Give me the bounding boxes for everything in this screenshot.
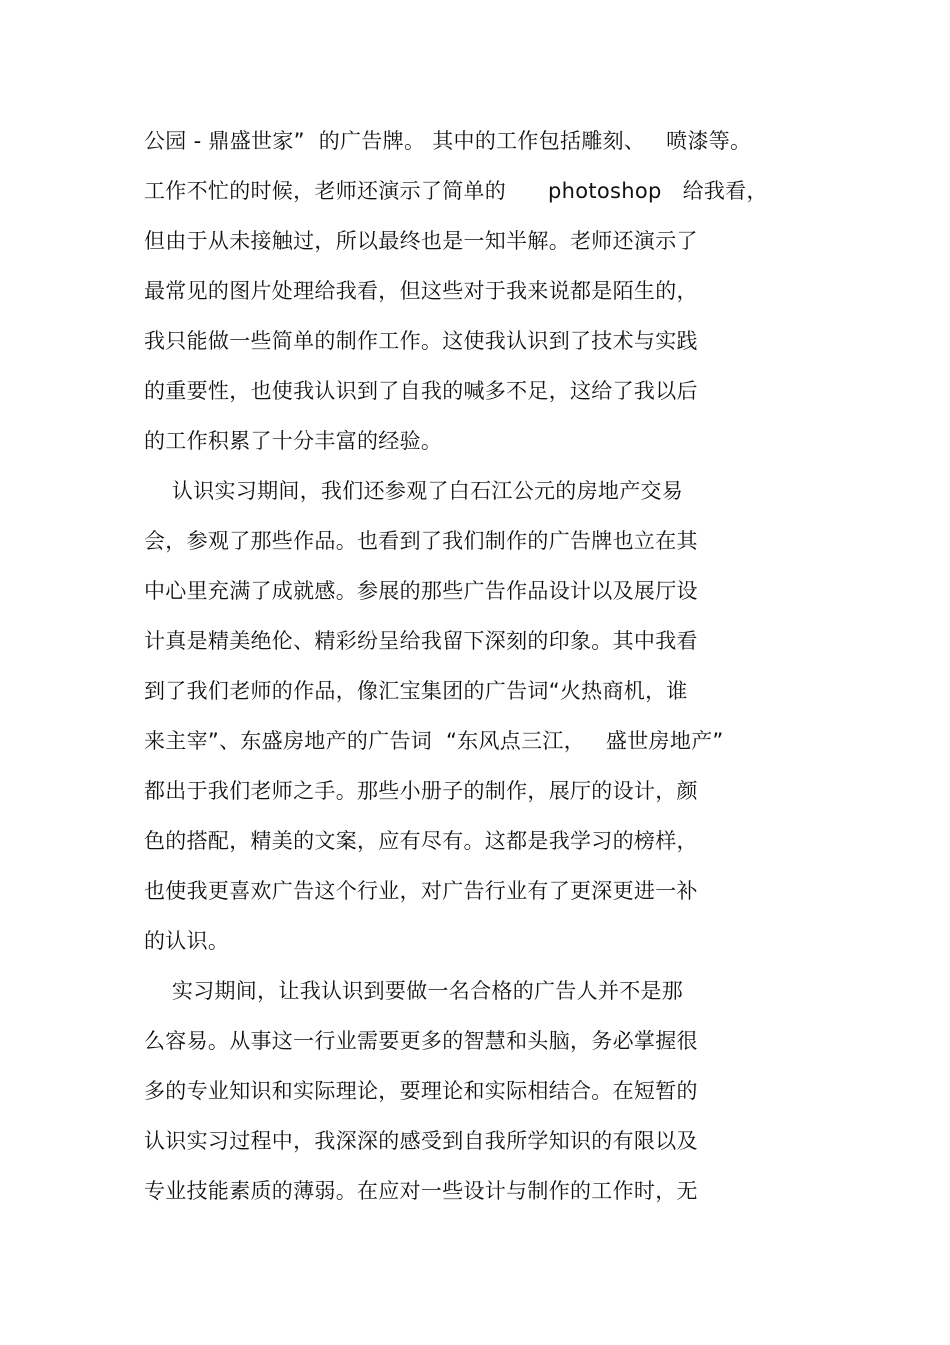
text-line: 会，参观了那些作品。也看到了我们制作的广告牌也立在其 xyxy=(144,529,698,553)
text-line: 到了我们老师的作品，像汇宝集团的广告词“火热商机，谁 xyxy=(144,679,688,703)
text-line: 么容易。从事这一行业需要更多的智慧和头脑，务必掌握很 xyxy=(144,1029,698,1053)
text-line: 但由于从未接触过，所以最终也是一知半解。老师还演示了 xyxy=(144,229,698,253)
text-line: 来主宰”、东盛房地产的广告词 “东风点三江， 盛世房地产” xyxy=(144,729,724,753)
text-line: 的重要性，也使我认识到了自我的喊多不足，这给了我以后 xyxy=(144,379,698,403)
text-line: 认识实习过程中，我深深的感受到自我所学知识的有限以及 xyxy=(144,1129,698,1153)
text-line: 认识实习期间，我们还参观了白石江公元的房地产交易 xyxy=(144,479,684,503)
text-line: 的认识。 xyxy=(144,929,230,953)
text-line: 最常见的图片处理给我看，但这些对于我来说都是陌生的， xyxy=(144,279,698,303)
text-line: 中心里充满了成就感。参展的那些广告作品设计以及展厅设 xyxy=(144,579,698,603)
text-line: 公园 - 鼎盛世家” 的广告牌。 其中的工作包括雕刻、 喷漆等。 xyxy=(144,129,752,153)
text-line: 工作不忙的时候，老师还演示了简单的 photoshop 给我看， xyxy=(144,179,768,203)
text-line: 实习期间，让我认识到要做一名合格的广告人并不是那 xyxy=(144,979,684,1003)
text-line: 计真是精美绝伦、精彩纷呈给我留下深刻的印象。其中我看 xyxy=(144,629,698,653)
text-line: 也使我更喜欢广告这个行业，对广告行业有了更深更进一补 xyxy=(144,879,698,903)
text-line: 我只能做一些简单的制作工作。这使我认识到了技术与实践 xyxy=(144,329,698,353)
text-line: 的工作积累了十分丰富的经验。 xyxy=(144,429,443,453)
text-line: 专业技能素质的薄弱。在应对一些设计与制作的工作时，无 xyxy=(144,1179,698,1203)
text-line: 色的搭配，精美的文案，应有尽有。这都是我学习的榜样， xyxy=(144,829,698,853)
text-line: 都出于我们老师之手。那些小册子的制作，展厅的设计，颜 xyxy=(144,779,698,803)
text-line: 多的专业知识和实际理论，要理论和实际相结合。在短暂的 xyxy=(144,1079,698,1103)
